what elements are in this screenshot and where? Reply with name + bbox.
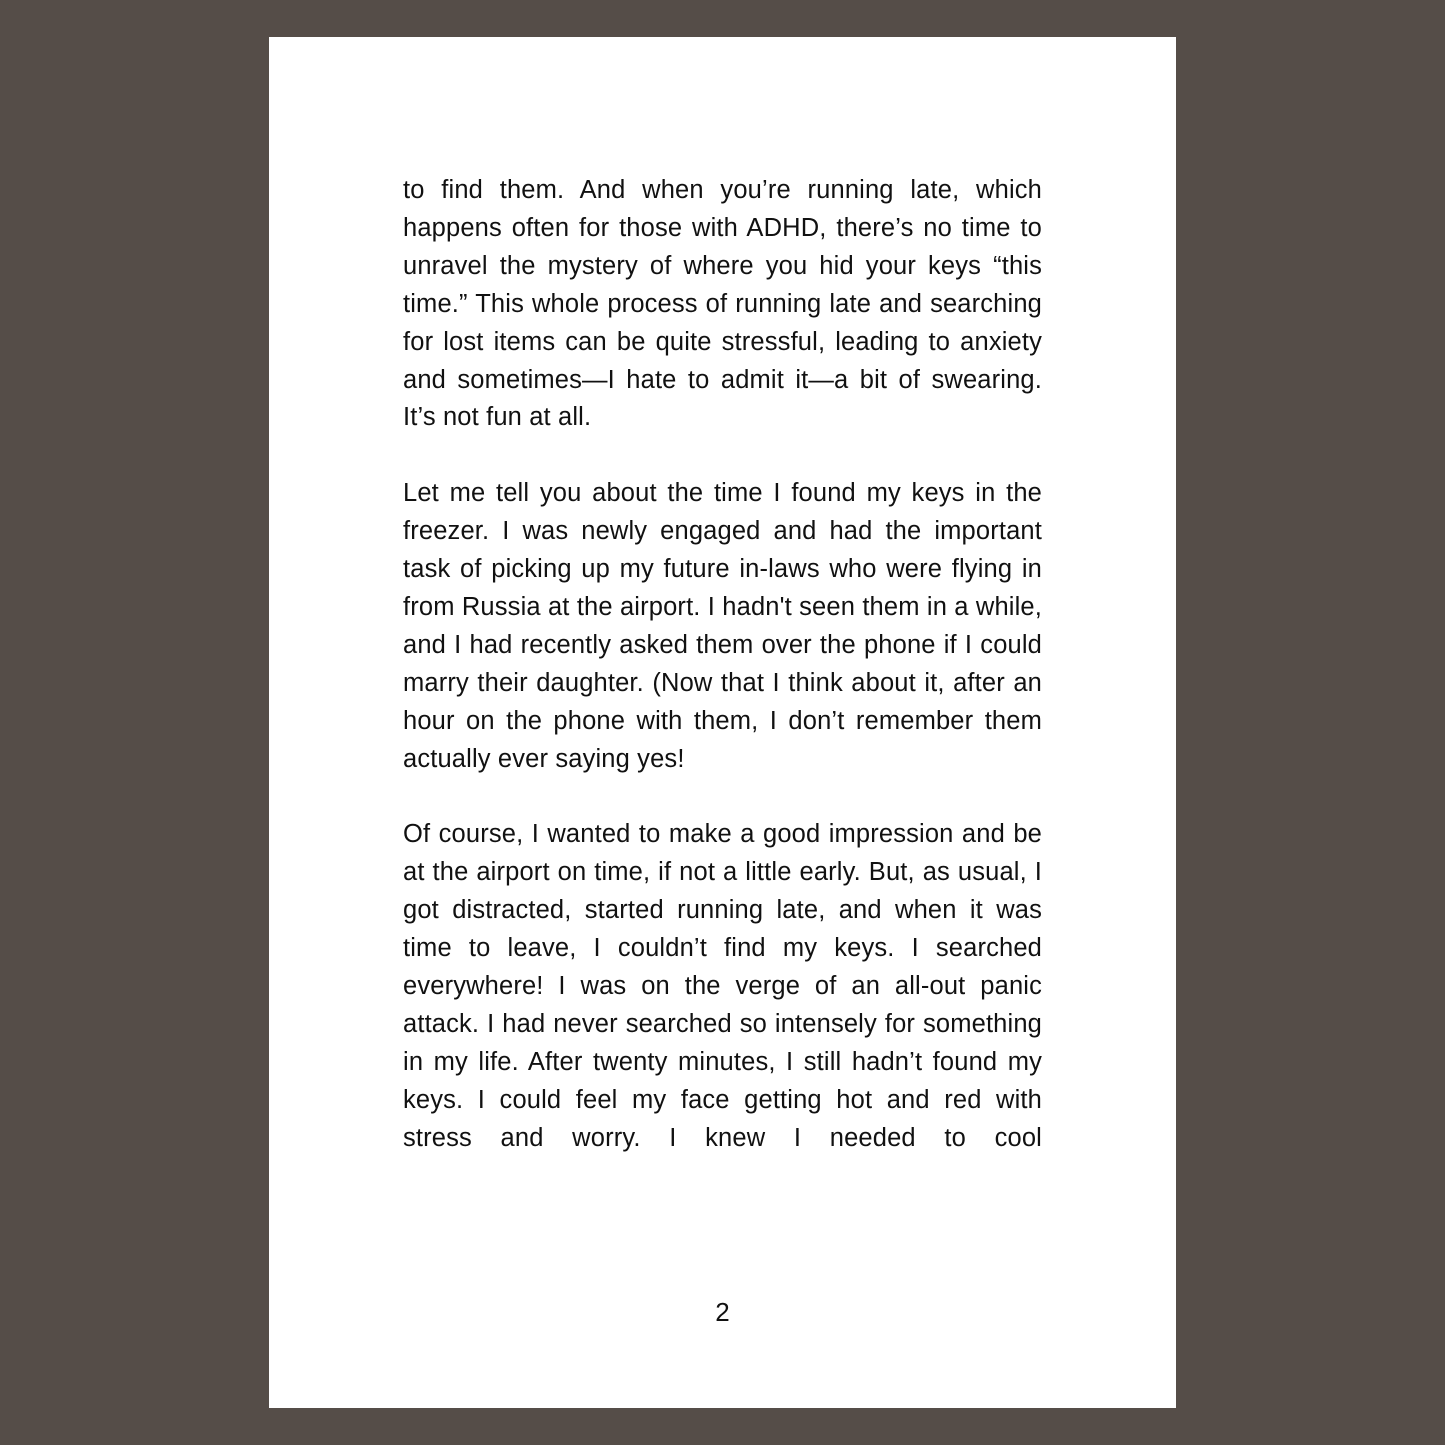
book-page (269, 37, 1176, 1408)
paragraph-1: to find them. And when you’re running late, which happens often for those with ADHD, there’s no time to unravel the mystery of where you hid your keys “this time.” This whole process of running late and searching for lost items can be quite stressful, leading to anxiety and sometimes—I hate to admit it—a bit of swearing. It’s not fun at all. (403, 176, 1042, 432)
paragraph-2: Let me tell you about the time I found my keys in the freezer. I was newly engaged and had the important task of picking up my future in-laws who were flying in from Russia at the airport. I hadn't seen them in a while, and I had recently asked them over the phone if I could marry their daughter. (Now that I think about it, after an hour on the phone with them, I don’t remember them actually ever saying yes! (403, 479, 1042, 773)
page-number: 2 (715, 1297, 730, 1327)
paragraph-3: Of course, I wanted to make a good impression and be at the airport on time, if not a little early. But, as usual, I got distracted, started running late, and when it was time to leave, I couldn’t find my keys. I searched everywhere! I was on the verge of an all-out panic attack. I had never searched so intensely for something in my life. After twenty minutes, I still hadn’t found my keys. I could feel my face getting hot and red with stress and worry. I knew I needed to cool (403, 820, 1042, 1152)
page-body-text (403, 172, 1042, 1158)
